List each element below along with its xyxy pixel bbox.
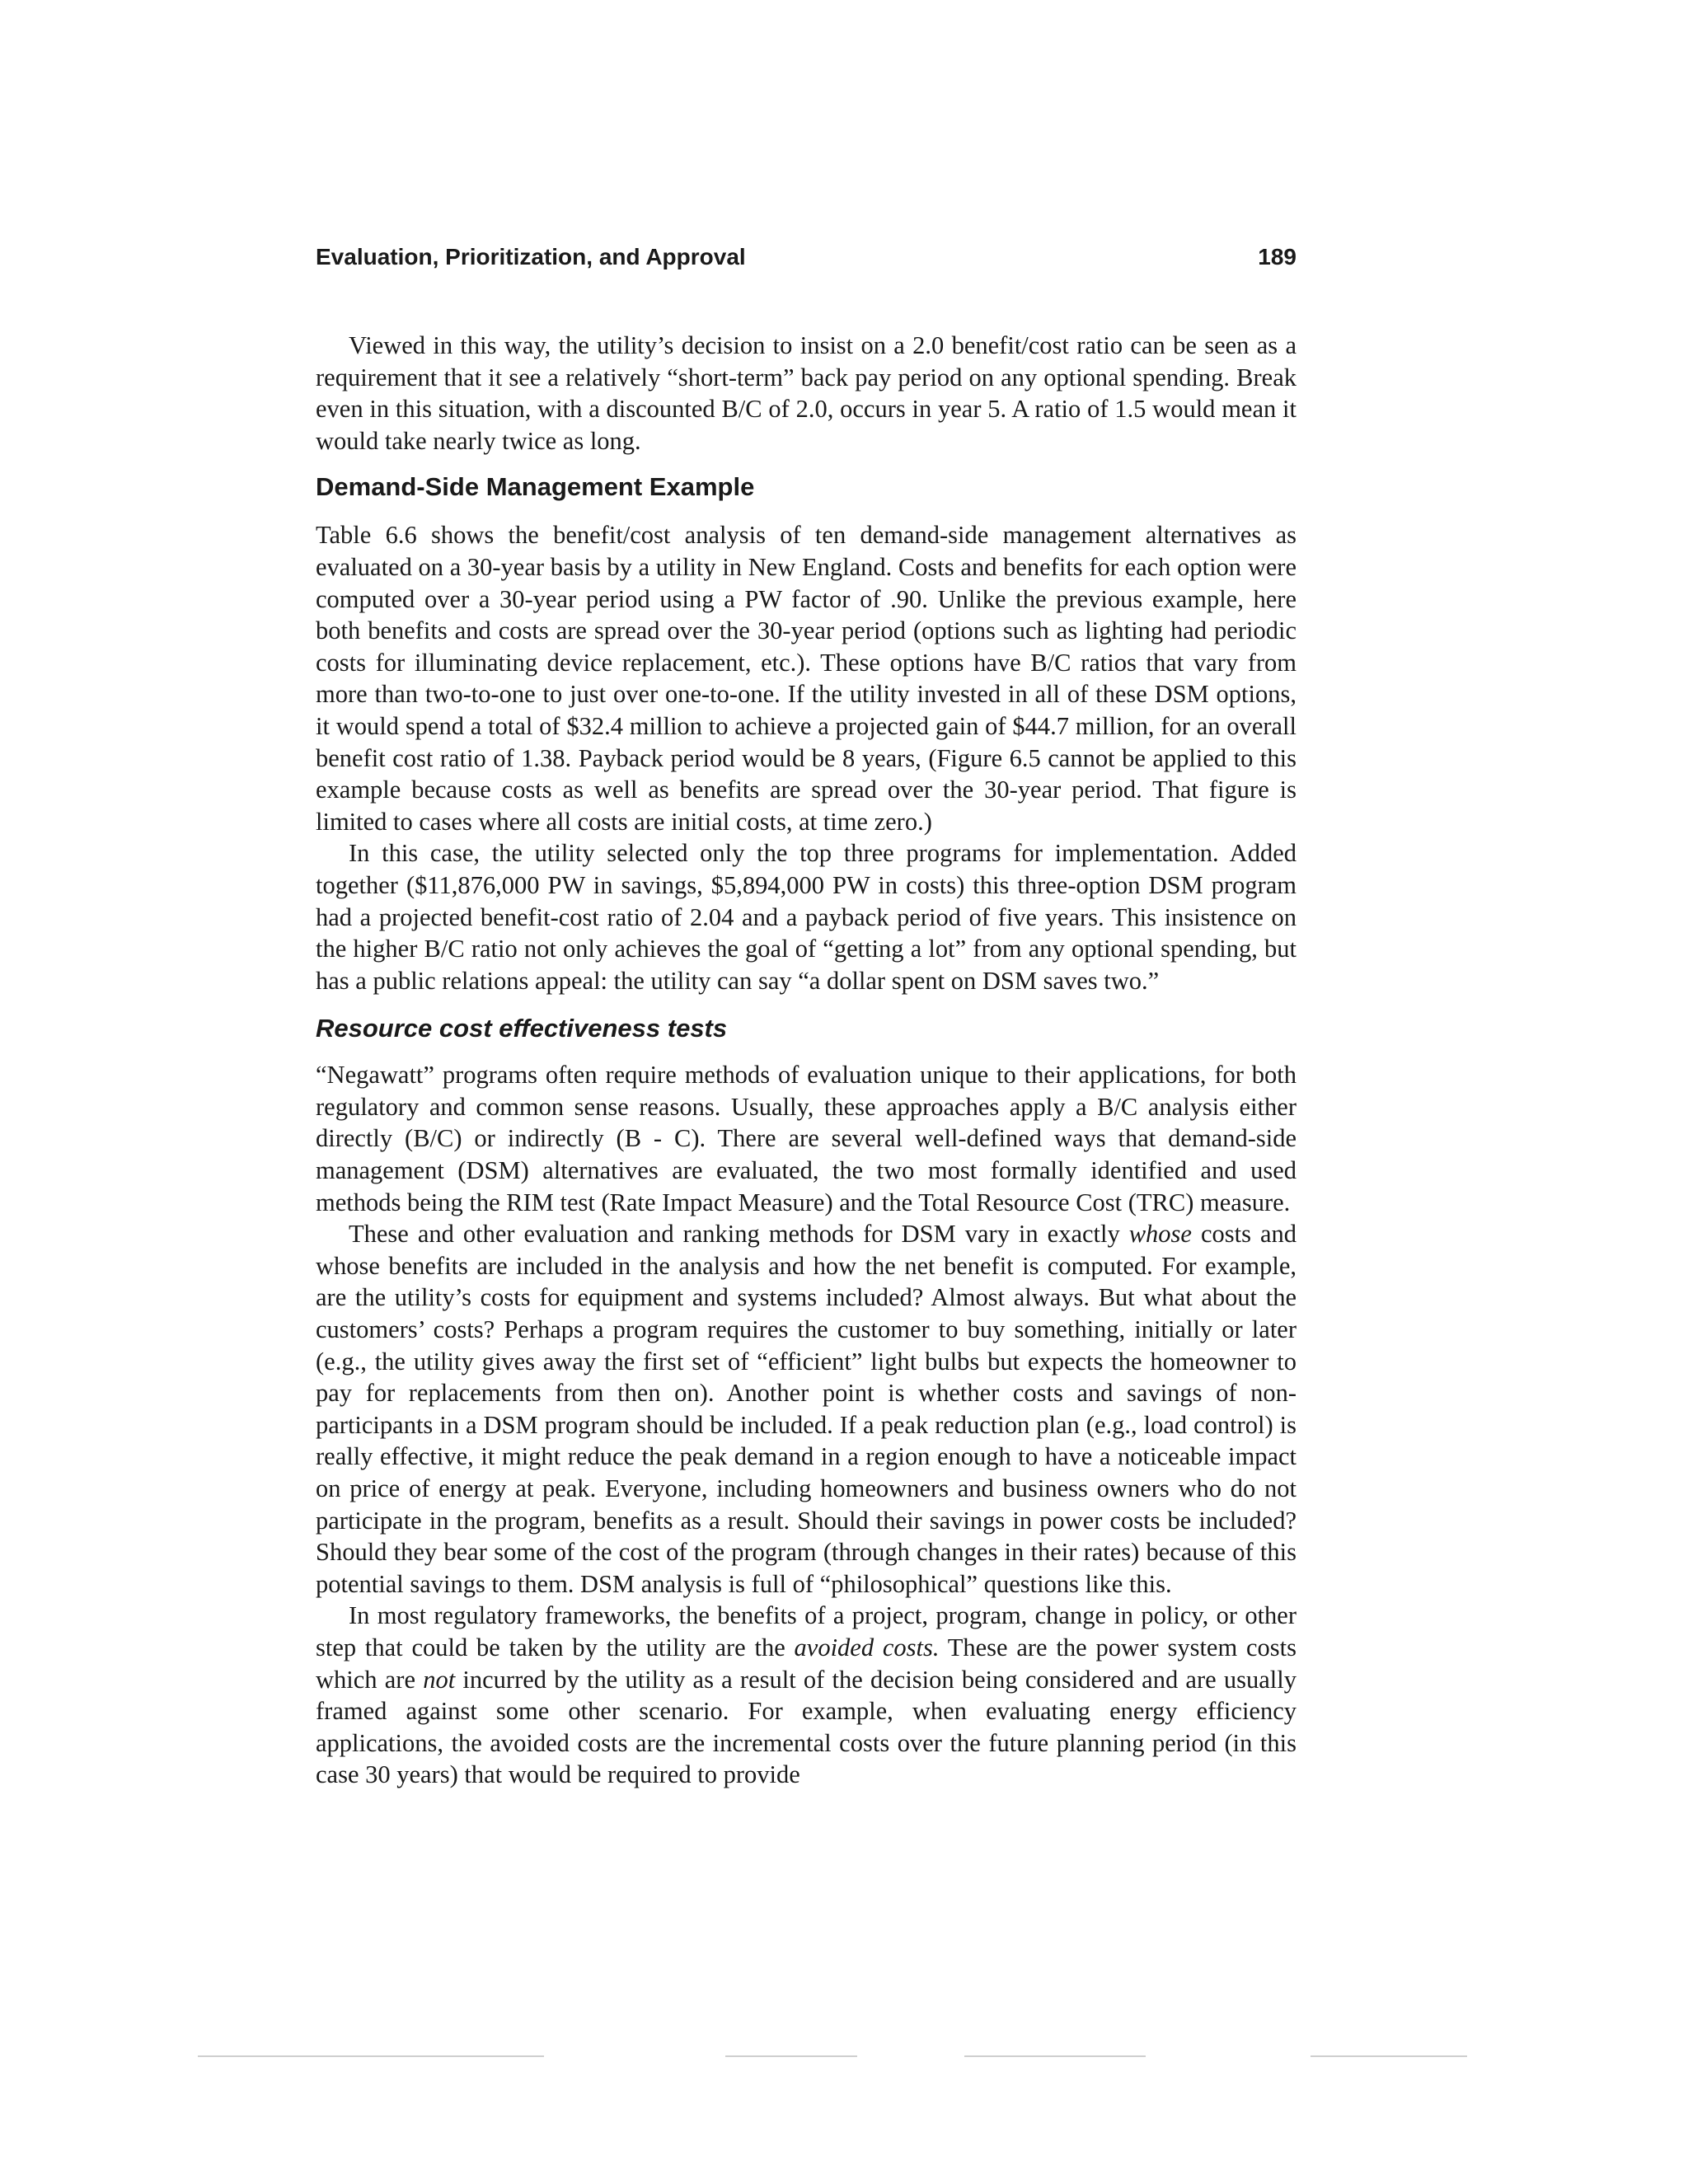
paragraph-breakeven: Viewed in this way, the utility’s decision to insist on a 2.0 benefit/cost ratio can be seen as a requirement that it see a relatively “short-term” back pay period on any optional spending. Break even in this situation, with a discounted B/C of 2.0, occurs in year 5. A ratio of 1.5 would mean it would take nearly twice as long.	[316, 331, 1296, 455]
emphasis-not: not	[423, 1665, 456, 1694]
scan-artifact-line	[1311, 2055, 1467, 2057]
paragraph-table-6-6: Table 6.6 shows the benefit/cost analysis of ten demand-side management alternatives as evaluated on a 30-year basis by a utility in New England. Costs and benefits for each option were computed over a 30-year period using a PW factor of .90. Unlike the previous example, here both benefits and costs are spread over the 30-year period (options such as lighting had periodic costs for illuminating device replacement, etc.). These options have B/C ratios that vary from more than two-to-one to just over one-to-one. If the utility invested in all of these DSM options, it would spend a total of $32.4 million to achieve a projected gain of $44.7 million, for an overall benefit cost ratio of 1.38. Payback period would be 8 years, (Figure 6.5 cannot be applied to this example because costs as well as benefits are spread over the 30-year period. That figure is limited to cases where all costs are initial costs, at time zero.)	[316, 521, 1296, 836]
text-run: costs and whose benefits are included in the analysis and how the net benefit is computed. For example, are the utility’s costs for equipment and systems included? Almost always. But what about the customers’ costs? Perhaps a program requires the customer to buy something, initially or later (e.g., the utility gives away the first set of “efficient” light bulbs but expects the homeowner to pay for replacements from then on). Another point is whether costs and savings of non-participants in a DSM program should be included. If a peak reduction plan (e.g., load control) is really effective, it might reduce the peak demand in a region enough to have a noticeable impact on price of energy at peak. Everyone, including homeowners and business owners who do not participate in the program, benefits as a result. Should their savings in power costs be included? Should they bear some of the cost of the program (through changes in their rates) because of this potential savings to them. DSM analysis is full of “philosophical” questions like this.	[316, 1220, 1296, 1598]
paragraph-avoided-costs	[316, 1600, 1296, 1791]
scan-artifact-line	[725, 2055, 857, 2057]
paragraph-top-three: In this case, the utility selected only the top three programs for implementation. Added together ($11,876,000 PW in savings, $5,894,000 PW in costs) this three-option DSM program had a projected benefit-cost ratio of 2.04 and a payback period of five years. This insistence on the higher B/C ratio not only achieves the goal of “getting a lot” from any optional spending, but has a public relations appeal: the utility can say “a dollar spent on DSM saves two.”	[316, 839, 1296, 995]
emphasis-whose: whose	[1128, 1220, 1192, 1249]
scan-artifact-line	[964, 2055, 1146, 2057]
chapter-title: Evaluation, Prioritization, and Approval	[316, 244, 746, 269]
text-run: In most regulatory frameworks, the benefits of a project, program, change in policy, or other step that could be taken by the utility are the	[316, 1601, 1296, 1661]
section-heading-dsm-example: Demand-Side Management Example	[316, 472, 755, 502]
page-number: 189	[1258, 244, 1296, 269]
text-run: These are the power system costs which are	[316, 1633, 1296, 1694]
running-head	[316, 244, 1296, 270]
scan-artifact-line	[198, 2055, 544, 2057]
text-run: These and other evaluation and ranking methods for DSM vary in exactly	[349, 1220, 1129, 1249]
body-text	[316, 330, 1296, 1791]
paragraph-negawatt: “Negawatt” programs often require methods of evaluation unique to their applications, for both regulatory and common sense reasons. Usually, these approaches apply a B/C analysis either directly (B/C) or indirectly (B - C). There are several well-defined ways that demand-side management (DSM) alternatives are evaluated, the two most formally identified and used methods being the RIM test (Rate Impact Measure) and the Total Resource Cost (TRC) measure.	[316, 1061, 1296, 1216]
emphasis-avoided-costs: avoided costs.	[794, 1633, 940, 1661]
text-run: incurred by the utility as a result of the decision being considered and are usually framed against some other scenario. For example, when evaluating energy efficiency applications, the avoided costs are the incremental costs over the future planning period (in this case 30 years) that would be required to provide	[316, 1665, 1296, 1789]
paragraph-whose-costs	[316, 1218, 1296, 1600]
section-heading-resource-cost: Resource cost effectiveness tests	[316, 1014, 728, 1043]
